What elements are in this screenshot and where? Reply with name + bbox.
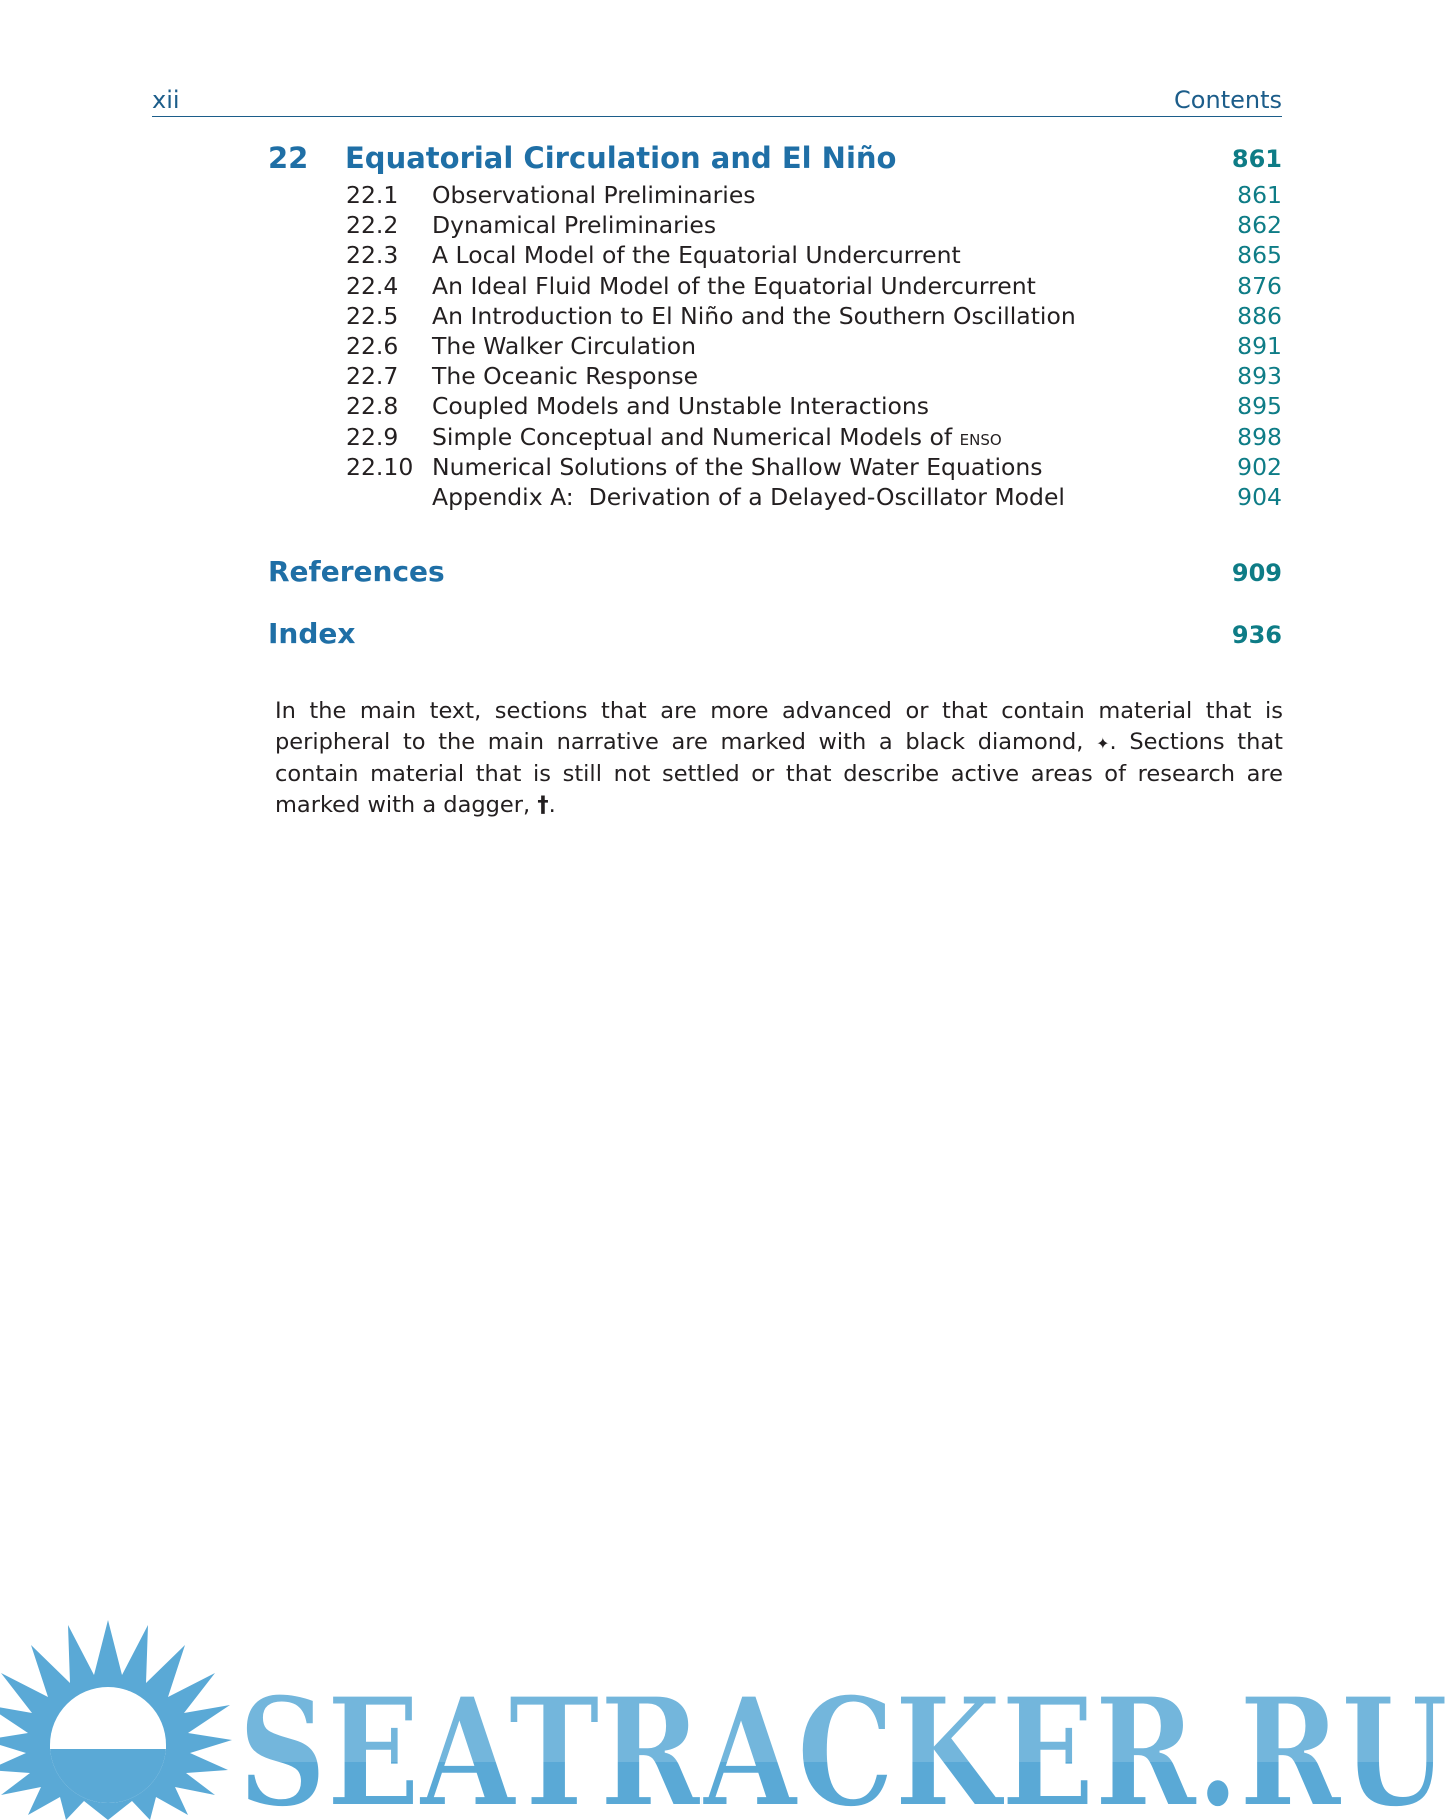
- marker-explanation-note: [275, 696, 1283, 821]
- section-page: 886: [1237, 301, 1282, 330]
- page-number-label: xii: [152, 86, 180, 114]
- section-page: 861: [1237, 181, 1282, 209]
- running-header: [152, 80, 1282, 117]
- section-number: 22.4: [346, 271, 399, 300]
- section-page: 893: [1237, 362, 1282, 391]
- section-page: 895: [1237, 392, 1282, 421]
- section-title: An Introduction to El Niño and the Southern Oscillation: [432, 301, 1076, 330]
- section-title: Coupled Models and Unstable Interactions: [432, 392, 929, 421]
- section-page: 904: [1237, 482, 1282, 511]
- section-number: 22.8: [346, 392, 399, 421]
- section-title-text: Simple Conceptual and Numerical Models of: [432, 422, 953, 451]
- note-text-part1: In the main text, sections that are more advanced or that contain material that is peripheral to the main narrative are marked with a black diamond,: [275, 697, 1283, 755]
- watermark-text: SEATRACKER.RU: [238, 1665, 1448, 1820]
- section-title: The Walker Circulation: [432, 331, 697, 360]
- toc-chapter-entry[interactable]: [268, 141, 1282, 181]
- section-number: 22.1: [346, 181, 399, 209]
- toc-section-entry[interactable]: [346, 332, 1282, 362]
- references-page: 909: [1231, 559, 1282, 587]
- toc-section-entry[interactable]: [346, 392, 1282, 422]
- section-number: 22.6: [346, 331, 399, 360]
- section-number: 22.10: [346, 452, 414, 481]
- section-page: 865: [1237, 241, 1282, 270]
- toc-references-entry[interactable]: [268, 555, 1282, 595]
- toc-section-entry[interactable]: [346, 302, 1282, 332]
- references-title: References: [268, 555, 445, 588]
- section-number: 22.3: [346, 241, 399, 270]
- note-text-part2: . Sections that contain material that is still not settled or that describe active areas of research are marked with a dagger,: [275, 728, 1283, 818]
- chapter-page: 861: [1231, 145, 1282, 173]
- chapter-number: 22: [268, 141, 309, 175]
- toc-section-entry[interactable]: [346, 272, 1282, 302]
- section-number: 22.2: [346, 211, 399, 240]
- section-title: Numerical Solutions of the Shallow Water Equations: [432, 452, 1043, 481]
- watermark: [0, 1605, 1456, 1820]
- dagger-icon: †: [537, 791, 549, 818]
- section-page: 891: [1237, 331, 1282, 360]
- toc-section-entry[interactable]: [346, 211, 1282, 241]
- toc-section-entry[interactable]: [346, 181, 1282, 211]
- section-page: 876: [1237, 271, 1282, 300]
- section-title: An Ideal Fluid Model of the Equatorial Undercurrent: [432, 271, 1036, 300]
- section-title: Observational Preliminaries: [432, 181, 756, 209]
- toc-section-entry[interactable]: [346, 241, 1282, 271]
- toc-appendix-entry[interactable]: [346, 483, 1282, 513]
- toc-section-entry[interactable]: [346, 453, 1282, 483]
- section-title: The Oceanic Response: [432, 362, 699, 391]
- section-title: A Local Model of the Equatorial Undercurrent: [432, 241, 961, 270]
- note-text-part3: .: [548, 791, 556, 818]
- section-number: 22.7: [346, 362, 399, 391]
- section-page: 898: [1237, 422, 1282, 451]
- section-title: [432, 423, 1002, 451]
- section-number: 22.5: [346, 301, 399, 330]
- toc-section-list: [346, 181, 1282, 513]
- section-page: 862: [1237, 211, 1282, 240]
- index-title: Index: [268, 617, 356, 650]
- toc-section-entry[interactable]: [346, 362, 1282, 392]
- running-title: Contents: [1174, 86, 1282, 114]
- toc-index-entry[interactable]: [268, 617, 1282, 657]
- toc-section-entry[interactable]: [346, 423, 1282, 453]
- diamond-icon: ✦: [1096, 733, 1110, 753]
- sun-logo-icon: [0, 1620, 232, 1820]
- section-title: Dynamical Preliminaries: [432, 211, 717, 240]
- appendix-title: Appendix A: Derivation of a Delayed-Oscillator Model: [432, 482, 1065, 511]
- section-number: 22.9: [346, 422, 399, 451]
- section-page: 902: [1237, 452, 1282, 481]
- chapter-title: Equatorial Circulation and El Niño: [345, 141, 897, 175]
- enso-acronym: enso: [959, 425, 1002, 450]
- index-page: 936: [1231, 621, 1282, 649]
